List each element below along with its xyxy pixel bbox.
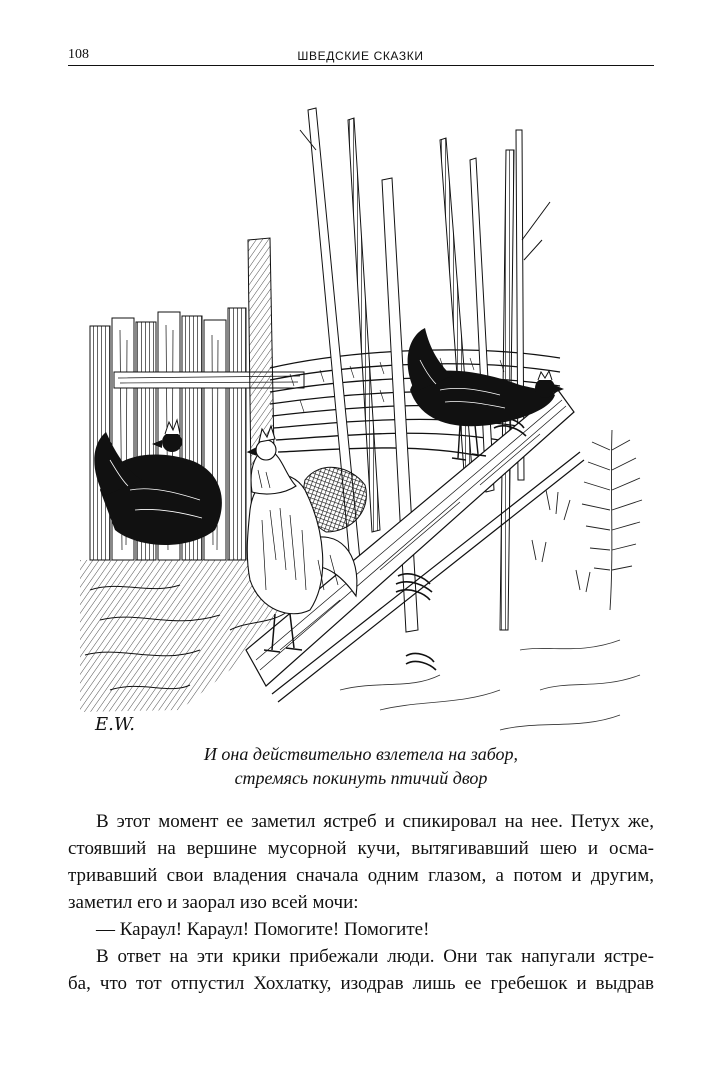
sapling (532, 430, 642, 610)
hen-head (162, 432, 182, 452)
paragraph (68, 943, 654, 997)
hen-comb (538, 371, 552, 380)
paragraph-dialogue (68, 916, 654, 943)
text-line: стоявший на вершине мусорной кучи, вытягивавший шею и осма- (68, 838, 654, 859)
illustration-caption (68, 742, 654, 790)
gate-crossbar (114, 372, 304, 388)
caption-line: И она действительно взлетела на забор, (203, 744, 519, 764)
wattle-rod (276, 433, 510, 442)
illustration-hens-by-fence (80, 90, 660, 740)
text-line: тривавший свои владения сначала одним глазом, а потом и другим, (68, 865, 654, 886)
text-line: заметил его и заорал изо всей мочи: (68, 892, 359, 913)
body-text (68, 808, 654, 997)
paragraph (68, 808, 654, 916)
running-title: ШВЕДСКИЕ СКАЗКИ (297, 49, 424, 63)
text-line: В ответ на эти крики прибежали люди. Они так напугали ястре- (96, 946, 654, 967)
ground-right (340, 640, 640, 730)
text-line: В этот момент ее заметил ястреб и спикировал на нее. Петух же, (96, 811, 654, 832)
pole (470, 158, 494, 492)
caption-line: стремясь покинуть птичий двор (234, 768, 488, 788)
sapling-stem (610, 430, 612, 610)
text-line: — Караул! Караул! Помогите! Помогите! (96, 919, 430, 940)
rope-binding (406, 654, 436, 670)
artist-signature: E.W. (95, 714, 135, 735)
rooster-head (256, 440, 276, 460)
text-line: ба, что тот отпустил Хохлатку, изодрав лишь ее гребешок и выдрав (68, 973, 654, 994)
header-rule (68, 65, 654, 66)
grass-tufts (532, 490, 590, 592)
fence-plank (228, 308, 246, 560)
pole (348, 118, 380, 532)
wattle-rod (278, 448, 480, 456)
hen-head (535, 378, 555, 398)
page-number: 108 (68, 47, 89, 62)
